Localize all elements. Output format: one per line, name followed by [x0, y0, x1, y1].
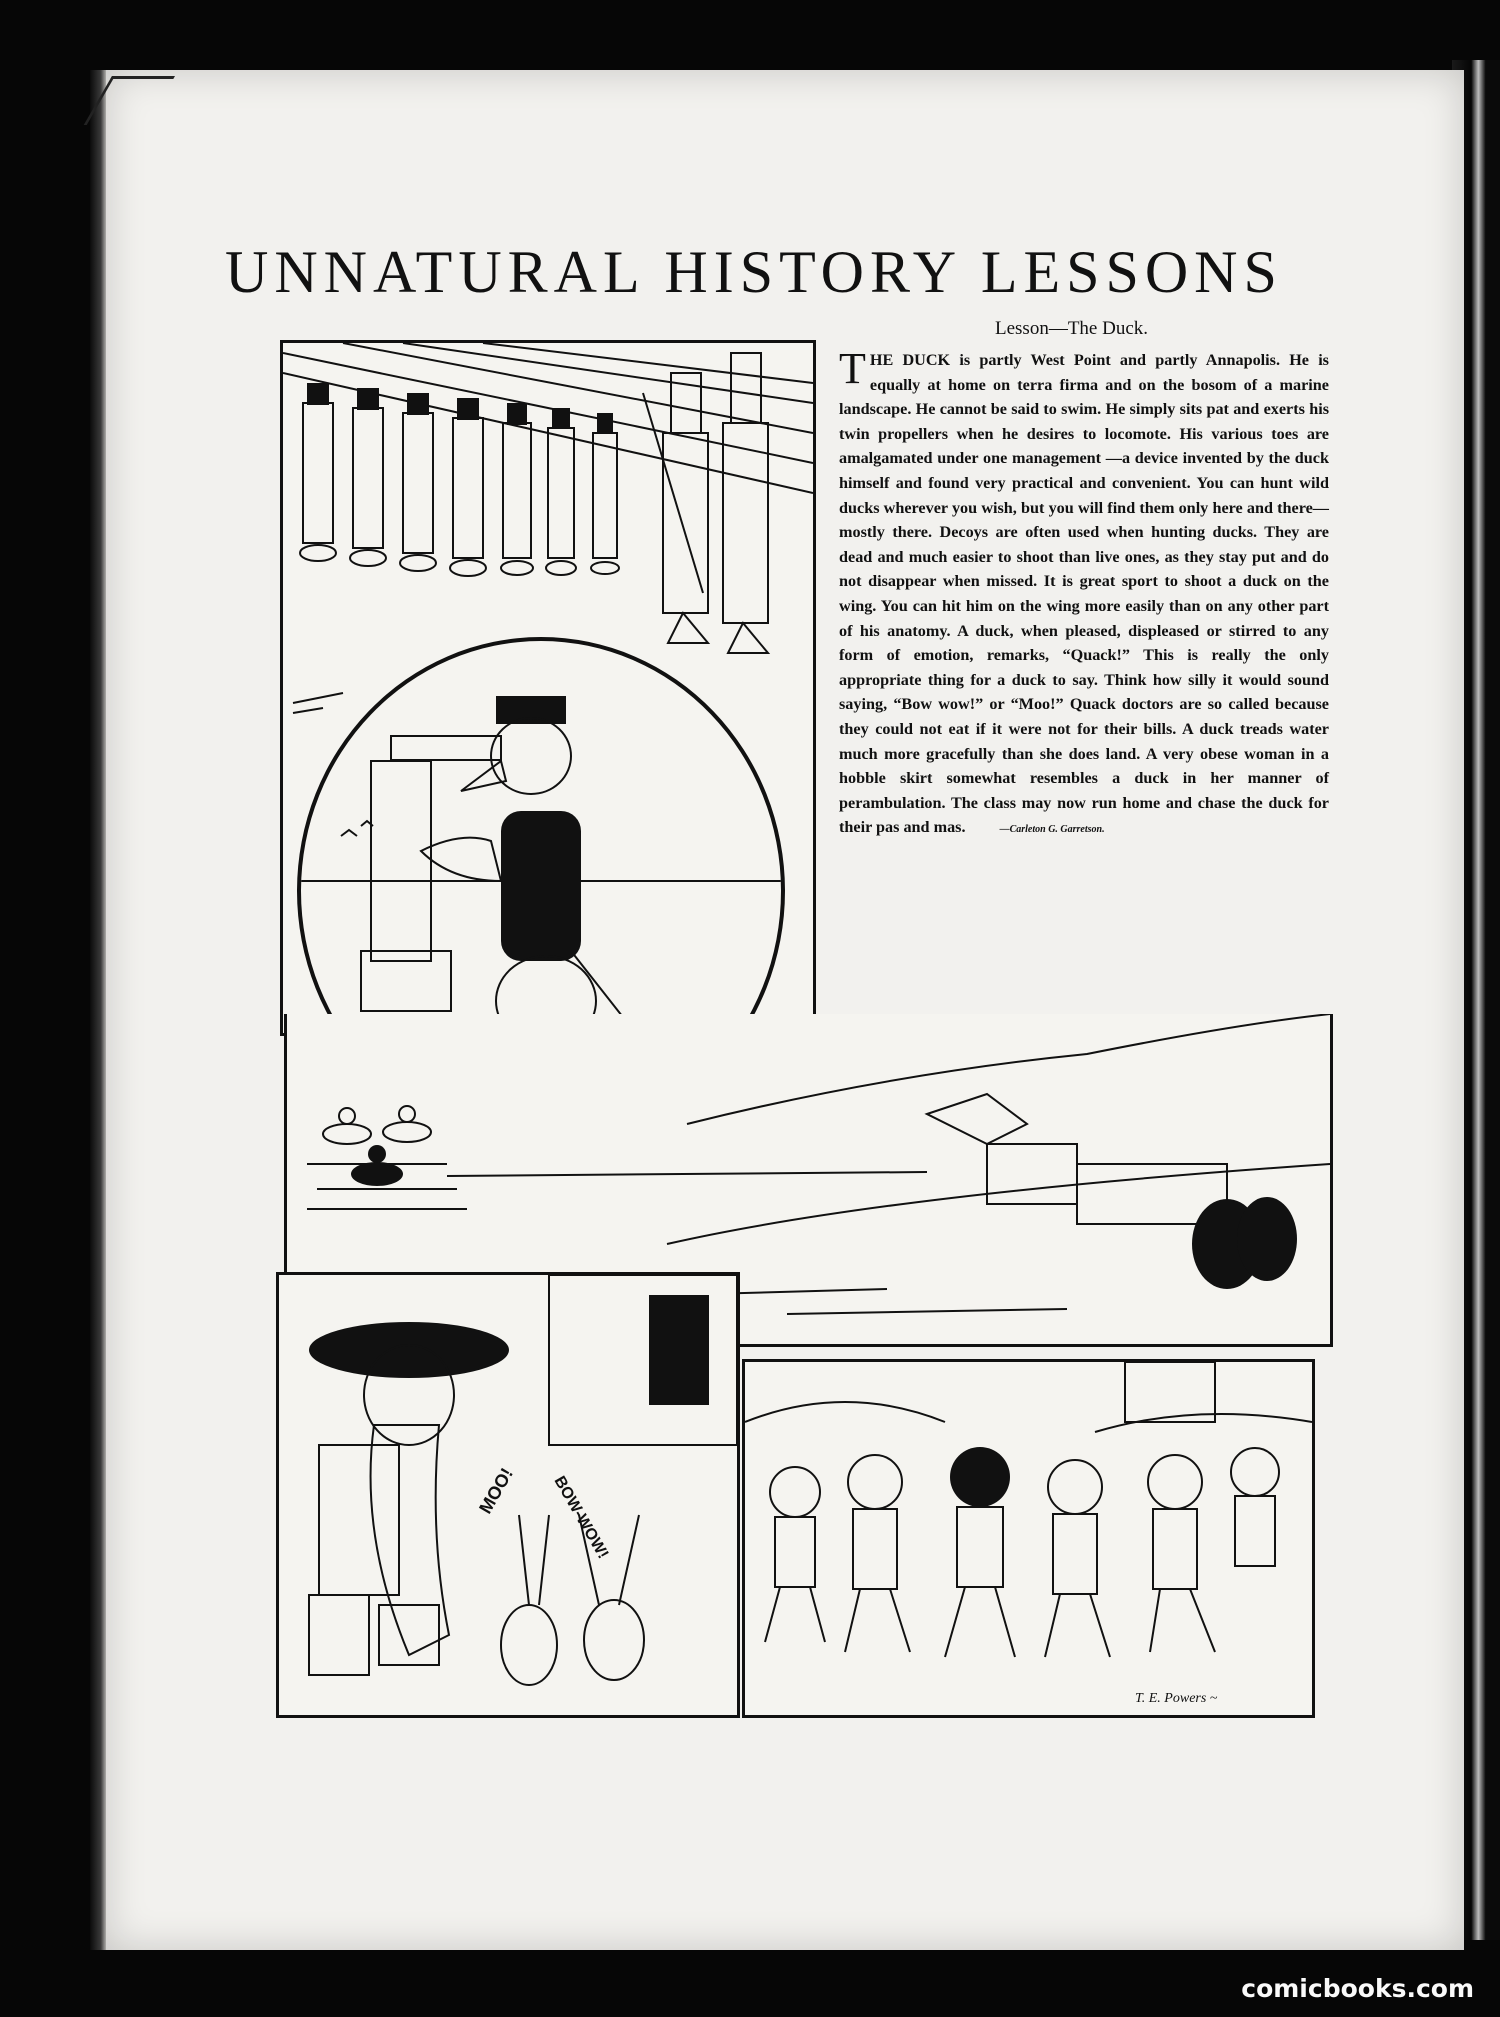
children-running-drawing: [745, 1362, 1312, 1715]
decoy-ducks: [323, 1106, 431, 1186]
watermark-text: comicbooks.com: [1241, 1974, 1474, 2003]
article-credit: —Carleton G. Garretson.: [999, 824, 1105, 836]
article-body: HE DUCK is partly West Point and partly Annapolis. He is equally at home on terra firma and on the bosom of a marine landscape. He cannot be said to swim. He simply sits pat and exerts his twin propellers when he desires to locomote. His various toes are amalgamated under one management —a device invented by the duck himself and found very practical and convenient. You can hunt wild ducks wherever you wish, but you will find them only here and there—mostly there. Decoys are often used when hunting ducks. They are dead and much easier to shoot than live ones, as they stay put and do not disappear when missed. It is great sport to shoot a duck on the wing. You can hit him on the wing more easily than on any other part of his anatomy. A duck, when pleased, displeased or stirred to any form of emotion, remarks, “Quack!” This is really the only appropriate thing for a duck to say. Think how silly it would sound saying, “Bow wow!” or “Moo!” Quack doctors are so called because they could not eat if it were not for their bills. A duck treads water much more gracefully than she does land. A very obese woman in a hobble skirt somewhat resembles a duck in her manner of perambulation. The class may now run home and chase the duck for their pas and mas.: [839, 351, 1329, 837]
farmer-ducks-drawing: [279, 1275, 737, 1715]
children-group: [765, 1447, 1279, 1657]
hunter-figure: [927, 1094, 1297, 1289]
illustration-farmer-ducks: [276, 1272, 740, 1718]
rabbit-ducks: [501, 1515, 644, 1685]
speech-bow-wow: BOW-WOW!: [550, 1473, 612, 1562]
article-text: [839, 344, 1329, 843]
lesson-subtitle: Lesson—The Duck.: [995, 318, 1149, 339]
speech-moo: MOO!: [475, 1464, 517, 1517]
drop-cap: T: [839, 344, 866, 393]
duck-soldier-front-group: [643, 353, 768, 653]
artist-signature: T. E. Powers ~: [1135, 1691, 1218, 1706]
page-title: UNNATURAL HISTORY LESSONS: [225, 239, 1283, 305]
illustration-children-running: [742, 1359, 1315, 1718]
